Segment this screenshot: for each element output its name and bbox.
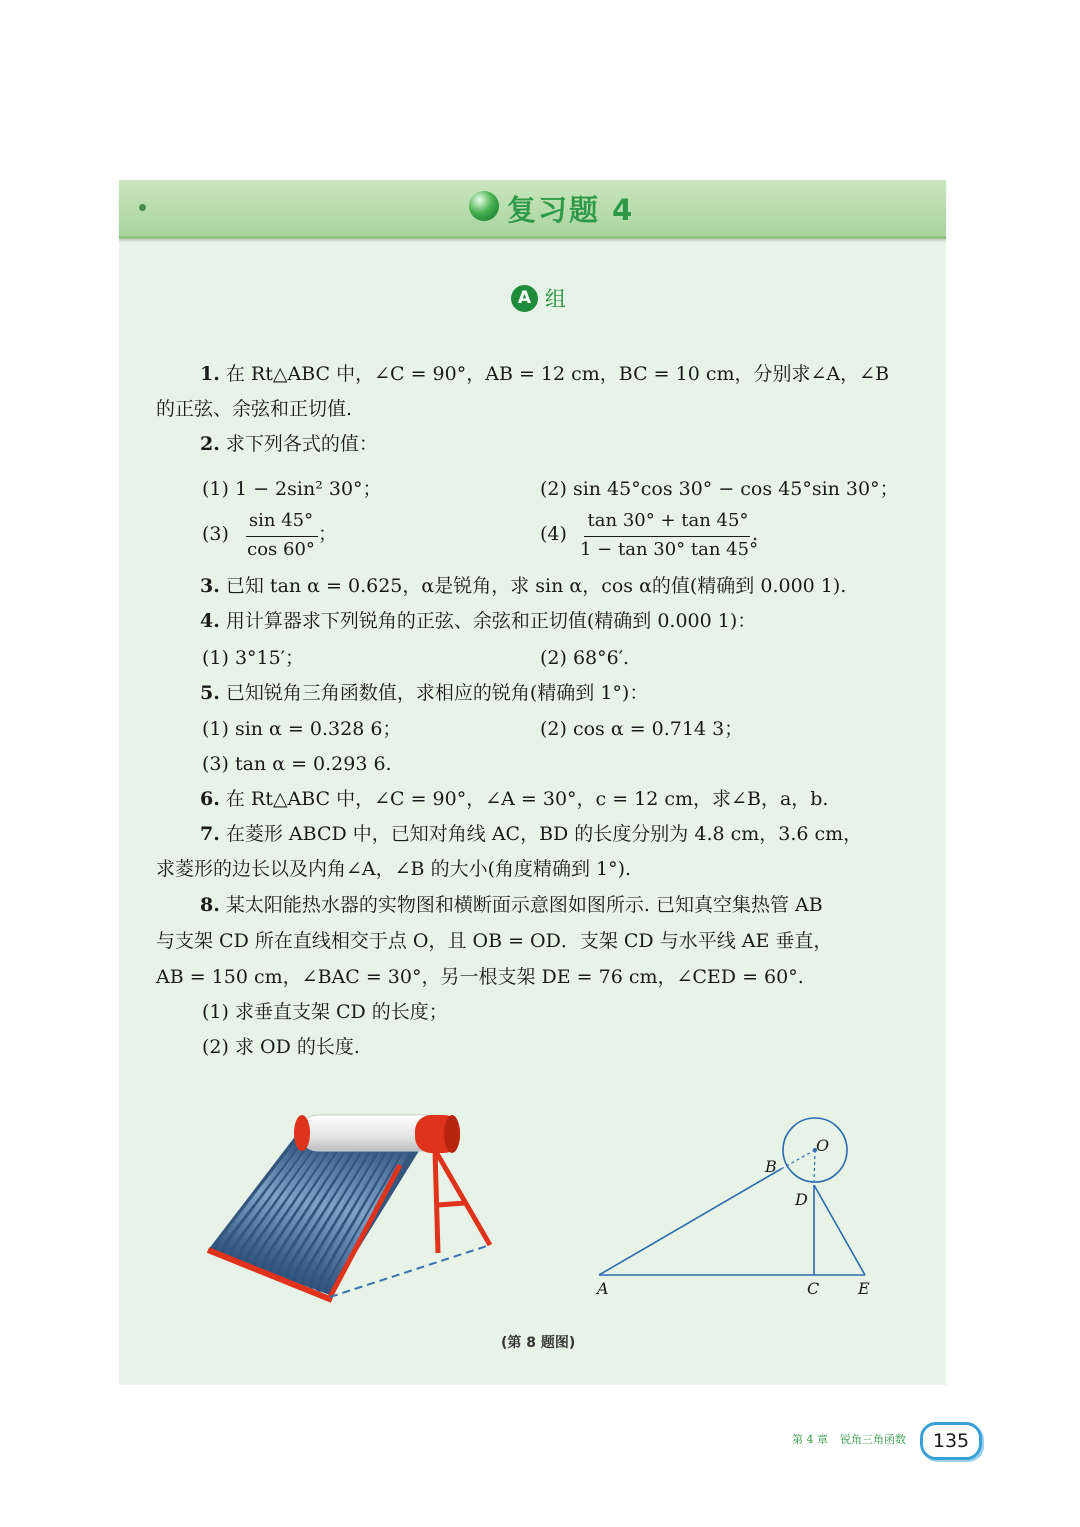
problem-number: 4. <box>200 610 220 632</box>
fraction-4-bar <box>584 536 750 537</box>
label-e: E <box>858 1279 870 1298</box>
group-label: 组 <box>545 287 566 311</box>
label-a: A <box>597 1279 609 1298</box>
fraction-3-numerator: sin 45° <box>248 510 314 531</box>
problem-text: 某太阳能热水器的实物图和横断面示意图如图所示. 已知真空集热管 AB <box>225 894 823 916</box>
label-o: O <box>816 1136 830 1155</box>
footer-title: 锐角三角函数 <box>840 1433 906 1446</box>
problem-6 <box>200 786 828 812</box>
label-c: C <box>807 1279 820 1298</box>
problem-2-item-1: (1) 1 − 2sin² 30°； <box>202 478 382 500</box>
figure-caption: (第 8 题图) <box>501 1335 576 1351</box>
problem-text: 用计算器求下列锐角的正弦、余弦和正切值(精确到 0.000 1)： <box>225 610 757 632</box>
fraction-3-bar <box>246 536 318 537</box>
line-de <box>814 1185 865 1275</box>
problem-number: 8. <box>200 894 220 916</box>
green-ball-icon <box>469 191 499 221</box>
problem-text: 已知 tan α = 0.625，α是锐角，求 sin α，cos α的值(精确到 0.000 1). <box>225 575 847 597</box>
page-number-badge <box>920 1422 982 1460</box>
fraction-3-denominator: cos 60° <box>247 539 315 560</box>
problem-2-item-3-label: (3) <box>202 523 229 545</box>
problem-8-line-2: 与支架 CD 所在直线相交于点 O，且 OB = OD．支架 CD 与水平线 AE 垂直， <box>156 930 833 952</box>
problem-5-item-3: (3) tan α = 0.293 6. <box>202 753 392 775</box>
line-ab <box>599 1169 781 1275</box>
problem-number: 5. <box>200 682 220 704</box>
problem-number: 2. <box>200 433 220 455</box>
problem-number: 6. <box>200 788 220 810</box>
problem-7-line-1 <box>200 821 862 847</box>
problem-8-item-1: (1) 求垂直支架 CD 的长度； <box>202 1001 448 1023</box>
problem-5-item-2: (2) cos α = 0.714 3； <box>540 718 744 740</box>
label-d: D <box>795 1190 808 1209</box>
problem-text: 在菱形 ABCD 中，已知对角线 AC，BD 的长度分别为 4.8 cm，3.6 cm， <box>225 823 863 845</box>
problem-4-item-2: (2) 68°6′. <box>540 647 630 669</box>
problem-number: 7. <box>200 823 220 845</box>
problem-5-stem <box>200 680 648 706</box>
problem-text: 已知锐角三角函数值，求相应的锐角(精确到 1°)： <box>225 682 649 704</box>
problem-number: 3. <box>200 575 220 597</box>
fraction-4-denominator: 1 − tan 30° tan 45° <box>580 539 759 560</box>
geometry-diagram <box>585 1112 885 1307</box>
fraction-4-numerator: tan 30° + tan 45° <box>587 510 749 531</box>
fraction-4-end: . <box>752 523 759 545</box>
problem-8-line-3: AB = 150 cm，∠BAC = 30°，另一根支架 DE = 76 cm，∠CED = 60°. <box>156 966 804 988</box>
problem-2-item-4-label: (4) <box>540 523 567 545</box>
problem-2-item-2: (2) sin 45°cos 30° − cos 45°sin 30°； <box>540 478 899 500</box>
problem-8-item-2: (2) 求 OD 的长度. <box>202 1036 360 1058</box>
problem-7-line-2: 求菱形的边长以及内角∠A，∠B 的大小(角度精确到 1°). <box>156 858 632 880</box>
group-badge: A <box>511 285 538 312</box>
problem-1-line-1 <box>200 361 889 387</box>
problem-2-stem <box>200 431 378 457</box>
footer-chapter: 第 4 章 <box>792 1433 828 1446</box>
problem-3 <box>200 573 846 599</box>
problem-text: 在 Rt△ABC 中，∠C = 90°，AB = 12 cm，BC = 10 cm，分别求∠A，∠B <box>225 363 890 385</box>
problem-4-item-1: (1) 3°15′； <box>202 647 305 669</box>
section-title: 复习题 4 <box>507 193 635 227</box>
problem-number: 1. <box>200 363 220 385</box>
problem-text: 求下列各式的值： <box>225 433 378 455</box>
solar-heater-illustration <box>200 1105 500 1305</box>
fraction-3-end: ； <box>318 523 338 545</box>
problem-8-line-1 <box>200 892 823 918</box>
bullet-dot-icon <box>139 204 146 211</box>
problem-text: 在 Rt△ABC 中，∠C = 90°，∠A = 30°，c = 12 cm，求∠B，a，b. <box>225 788 829 810</box>
group-heading <box>511 284 566 312</box>
section-header <box>119 180 946 239</box>
problem-4-stem <box>200 608 756 634</box>
label-b: B <box>765 1157 777 1176</box>
page-number: 135 <box>932 1430 970 1452</box>
problem-1-line-2: 的正弦、余弦和正切值. <box>156 398 353 420</box>
problem-5-item-1: (1) sin α = 0.328 6； <box>202 718 402 740</box>
